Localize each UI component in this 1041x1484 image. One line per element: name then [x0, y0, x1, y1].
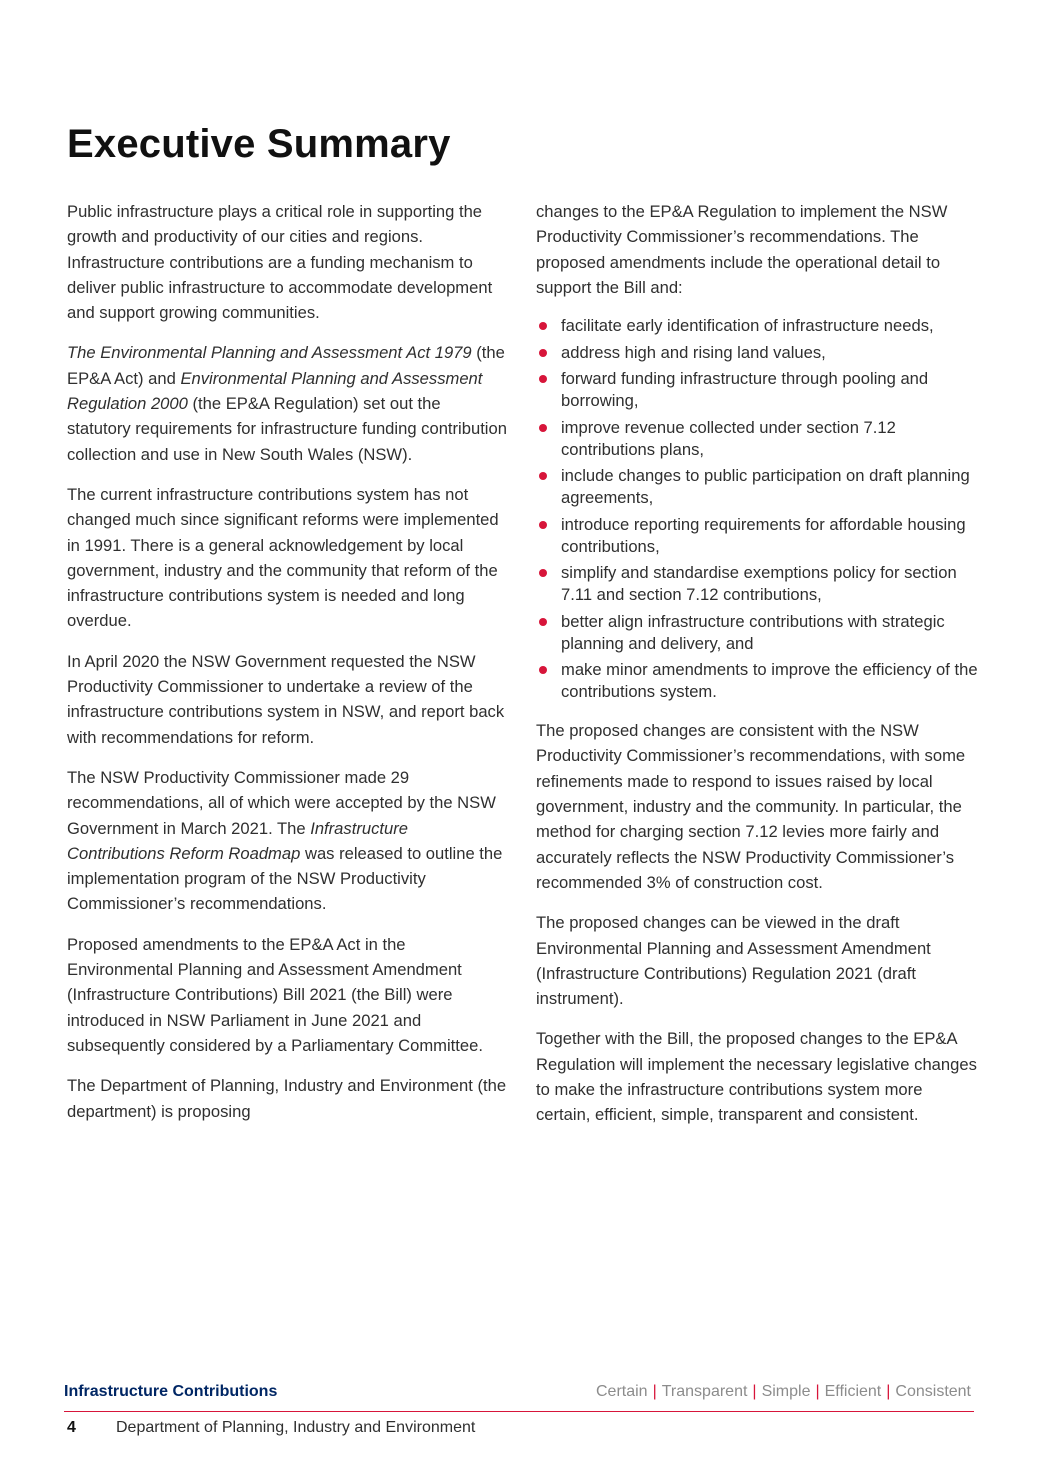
- list-item: better align infrastructure contributions with strategic planning and delivery, and: [536, 611, 980, 655]
- value-simple: Simple: [761, 1383, 811, 1400]
- list-item: simplify and standardise exemptions policy for section 7.11 and section 7.12 contributions,: [536, 562, 980, 606]
- value-separator: |: [815, 1383, 820, 1400]
- footer-values: [596, 1383, 971, 1401]
- bullet-dot-icon: [539, 521, 547, 529]
- paragraph-text: (the EP&A Act) and: [67, 343, 505, 388]
- value-separator: |: [752, 1383, 757, 1400]
- bullet-dot-icon: [539, 322, 547, 330]
- paragraph-current-system: The current infrastructure contributions system has not changed much since significant reforms were implemented in 1991. There is a general acknowledgement by local government, industry and the community that reform of the infrastructure contributions system is needed and long overdue.: [67, 484, 499, 631]
- bullet-dot-icon: [539, 424, 547, 432]
- list-item: address high and rising land values,: [536, 342, 980, 364]
- regulation-title: Environmental Planning and Assessment Regulation 2000: [67, 368, 483, 414]
- paragraph-department: The Department of Planning, Industry and Environment (the department) is proposing: [67, 1076, 507, 1121]
- paragraph-review-request: In April 2020 the NSW Government requested the NSW Productivity Commissioner to undertake a review of the infrastructure contributions system in NSW, and report back with recommendations for reform.: [67, 651, 505, 747]
- bullet-dot-icon: [539, 618, 547, 626]
- bullet-dot-icon: [539, 569, 547, 577]
- footer-divider: [64, 1411, 974, 1412]
- footer-department: Department of Planning, Industry and Environment: [116, 1419, 476, 1436]
- paragraph-recommendations: [67, 765, 507, 917]
- bullet-dot-icon: [539, 375, 547, 383]
- list-item: include changes to public participation on draft planning agreements,: [536, 465, 980, 509]
- paragraph-legislation: [67, 340, 507, 466]
- value-efficient: Efficient: [824, 1383, 882, 1400]
- page-number: 4: [67, 1419, 76, 1436]
- value-transparent: Transparent: [661, 1383, 748, 1400]
- roadmap-title: Infrastructure Contributions Reform Roadmap: [67, 818, 408, 863]
- value-certain: Certain: [596, 1383, 648, 1400]
- left-column: [67, 199, 507, 1139]
- list-item: make minor amendments to improve the efficiency of the contributions system.: [536, 659, 980, 703]
- bullet-dot-icon: [539, 472, 547, 480]
- page-title: Executive Summary: [67, 122, 451, 166]
- bullet-dot-icon: [539, 349, 547, 357]
- paragraph-intro: Public infrastructure plays a critical role in supporting the growth and productivity of our cities and regions. Infrastructure contributions are a funding mechanism to deliver public infrastructure to accommodate development and support growing communities.: [67, 202, 493, 323]
- paragraph-conclusion: Together with the Bill, the proposed changes to the EP&A Regulation will implement the necessary legislative changes to make the infrastructure contributions system more certain, efficient, simple, transparent and consistent.: [536, 1029, 977, 1125]
- value-consistent: Consistent: [895, 1383, 971, 1400]
- value-separator: |: [652, 1383, 657, 1400]
- value-separator: |: [886, 1383, 891, 1400]
- paragraph-regulation-changes: changes to the EP&A Regulation to implement the NSW Productivity Commissioner’s recommendations. The proposed amendments include the operational detail to support the Bill and:: [536, 202, 948, 297]
- list-item: forward funding infrastructure through pooling and borrowing,: [536, 368, 980, 412]
- bullet-dot-icon: [539, 666, 547, 674]
- list-item: introduce reporting requirements for affordable housing contributions,: [536, 514, 980, 558]
- paragraph-consistency: The proposed changes are consistent with the NSW Productivity Commissioner’s recommendations, with some refinements made to respond to issues raised by local government, industry and the community. In particular, the method for charging section 7.12 levies more fairly and accurately reflects the NSW Productivity Commissioner’s recommended 3% of construction cost.: [536, 721, 966, 892]
- paragraph-draft-instrument: The proposed changes can be viewed in the draft Environmental Planning and Assessment Amendment (Infrastructure Contributions) Regulation 2021 (draft instrument).: [536, 913, 931, 1009]
- amendments-list: [536, 315, 980, 703]
- paragraph-text: The NSW Productivity Commissioner made 29 recommendations, all of which were accepted by the NSW Government in March 2021. The: [67, 767, 496, 838]
- paragraph-bill: Proposed amendments to the EP&A Act in the Environmental Planning and Assessment Amendment (Infrastructure Contributions) Bill 2021 (the Bill) were introduced in NSW Parliament in June 2021 and subsequently considered by a Parliamentary Committee.: [67, 934, 483, 1055]
- act-title: The Environmental Planning and Assessment Act 1979: [67, 343, 472, 363]
- list-item: improve revenue collected under section 7.12 contributions plans,: [536, 417, 980, 461]
- footer-brand: Infrastructure Contributions: [64, 1383, 278, 1400]
- right-column: [536, 199, 980, 1143]
- paragraph-text: (the EP&A Regulation) set out the statutory requirements for infrastructure funding contribution collection and use in New South Wales (NSW).: [67, 394, 507, 464]
- paragraph-text: was released to outline the implementation program of the NSW Productivity Commissioner’s recommendations.: [67, 843, 503, 914]
- list-item: facilitate early identification of infrastructure needs,: [536, 315, 980, 337]
